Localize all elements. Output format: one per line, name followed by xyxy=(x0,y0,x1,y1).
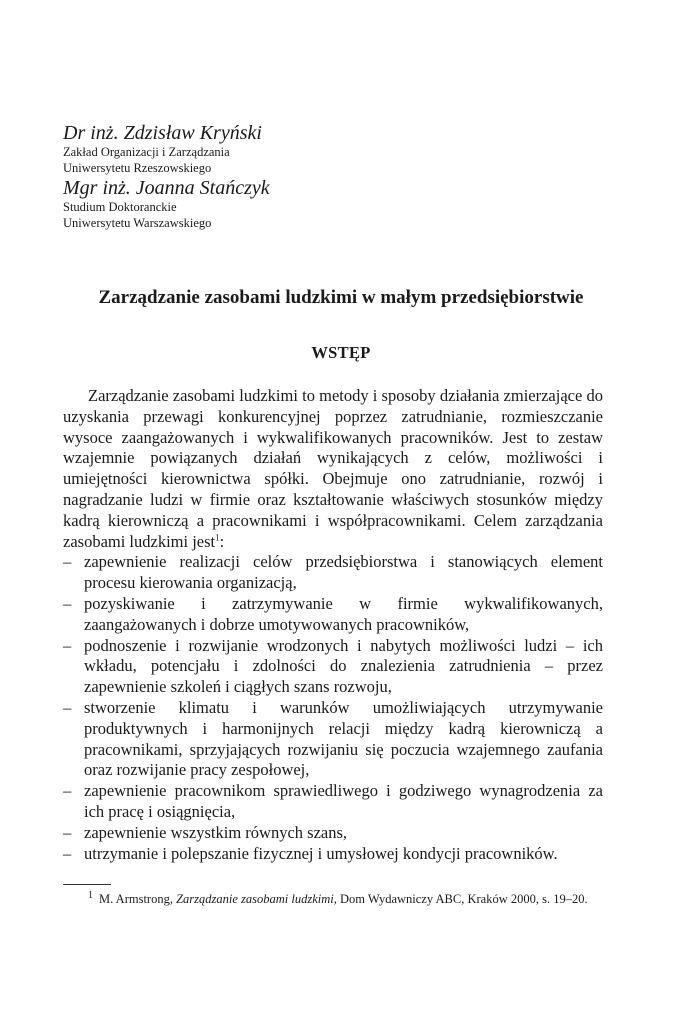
list-item-text: utrzymanie i polepszanie fizycznej i umysłowej kondycji pracowników. xyxy=(84,843,558,863)
list-item-text: podnoszenie i rozwijanie wrodzonych i nabytych możliwości ludzi – ich wkładu, potencjału i zdolności do znalezienia zatrudnienia – przez zapewnienie szkoleń i ciągłych szans rozwoju, xyxy=(84,635,603,697)
list-item xyxy=(63,698,603,781)
list-item xyxy=(63,823,603,844)
section-heading: WSTĘP xyxy=(311,343,371,362)
author-1-affiliation-line-2: Uniwersytetu Rzeszowskiego xyxy=(63,160,212,175)
list-item xyxy=(63,636,603,698)
list-item-text: pozyskiwanie i zatrzymywanie w firmie wykwalifikowanych, zaangażowanych i dobrze umotywowanych pracowników, xyxy=(84,593,603,634)
footnote-number: 1 xyxy=(88,889,93,901)
list-item-text: zapewnienie wszystkim równych szans, xyxy=(84,822,348,842)
footnote-book-title: Zarządzanie zasobami ludzkimi, xyxy=(176,892,337,906)
intro-tail: : xyxy=(219,531,225,551)
author-2-affiliation-line-1: Studium Doktoranckie xyxy=(63,200,177,214)
list-dash: – xyxy=(63,822,72,842)
goals-list xyxy=(63,552,603,864)
authors-block xyxy=(63,121,623,231)
author-2-name: Mgr inż. Joanna Stańczyk xyxy=(63,177,270,199)
footnote-reference: 1 xyxy=(215,532,220,543)
list-dash: – xyxy=(63,843,72,863)
footnote-divider xyxy=(63,884,111,885)
list-item xyxy=(63,844,603,865)
list-dash: – xyxy=(63,552,72,572)
list-dash: – xyxy=(63,697,72,717)
list-dash: – xyxy=(63,593,72,613)
list-item-text: zapewnienie realizacji celów przedsiębiorstwa i stanowiących element procesu kierowania organizacją, xyxy=(84,552,603,593)
body-text xyxy=(63,386,603,864)
intro-text: Zarządzanie zasobami ludzkimi to metody i sposoby działania zmierzające do uzyskania przewagi konkurencyjnej poprzez zatrudnianie, rozmieszczanie wysoce zaangażowanych i wykwalifikowanych pracowników. Jest to zestaw wzajemnie powiązanych działań wynikających z celów, możliwości i umiejętności kierownictwa spółki. Obejmuje ono zatrudnianie, rozwój i nagradzanie ludzi w firmie oraz kształtowanie właściwych stosunków między kadrą kierowniczą a pracownikami i współpracownikami. Celem zarządzania zasobami ludzkimi jest xyxy=(63,386,603,551)
list-item xyxy=(63,594,603,636)
footnote-publication: Dom Wydawniczy ABC, Kraków 2000, s. 19–20. xyxy=(336,892,588,906)
author-1-name: Dr inż. Zdzisław Kryński xyxy=(63,122,262,144)
list-item xyxy=(63,781,603,823)
author-1-affiliation-line-1: Zakład Organizacji i Zarządzania xyxy=(63,145,230,159)
list-item-text: zapewnienie pracownikom sprawiedliwego i godziwego wynagrodzenia za ich pracę i osiągnięcia, xyxy=(84,781,603,821)
intro-paragraph xyxy=(63,386,603,552)
footnote-author: M. Armstrong, xyxy=(99,892,177,906)
list-item-text: stworzenie klimatu i warunków umożliwiających utrzymywanie produktywnych i harmonijnych relacji między kadrą kierowniczą a pracownikami, sprzyjających rozwijaniu się poczucia wzajemnego zaufania oraz rozwijanie pracy zespołowej, xyxy=(84,697,603,780)
paper-title: Zarządzanie zasobami ludzkimi w małym przedsiębiorstwie xyxy=(98,287,584,308)
footnote xyxy=(63,890,603,908)
list-dash: – xyxy=(63,781,72,801)
list-dash: – xyxy=(63,635,72,655)
author-2-affiliation-line-2: Uniwersytetu Warszawskiego xyxy=(63,215,212,230)
list-item xyxy=(63,552,603,594)
